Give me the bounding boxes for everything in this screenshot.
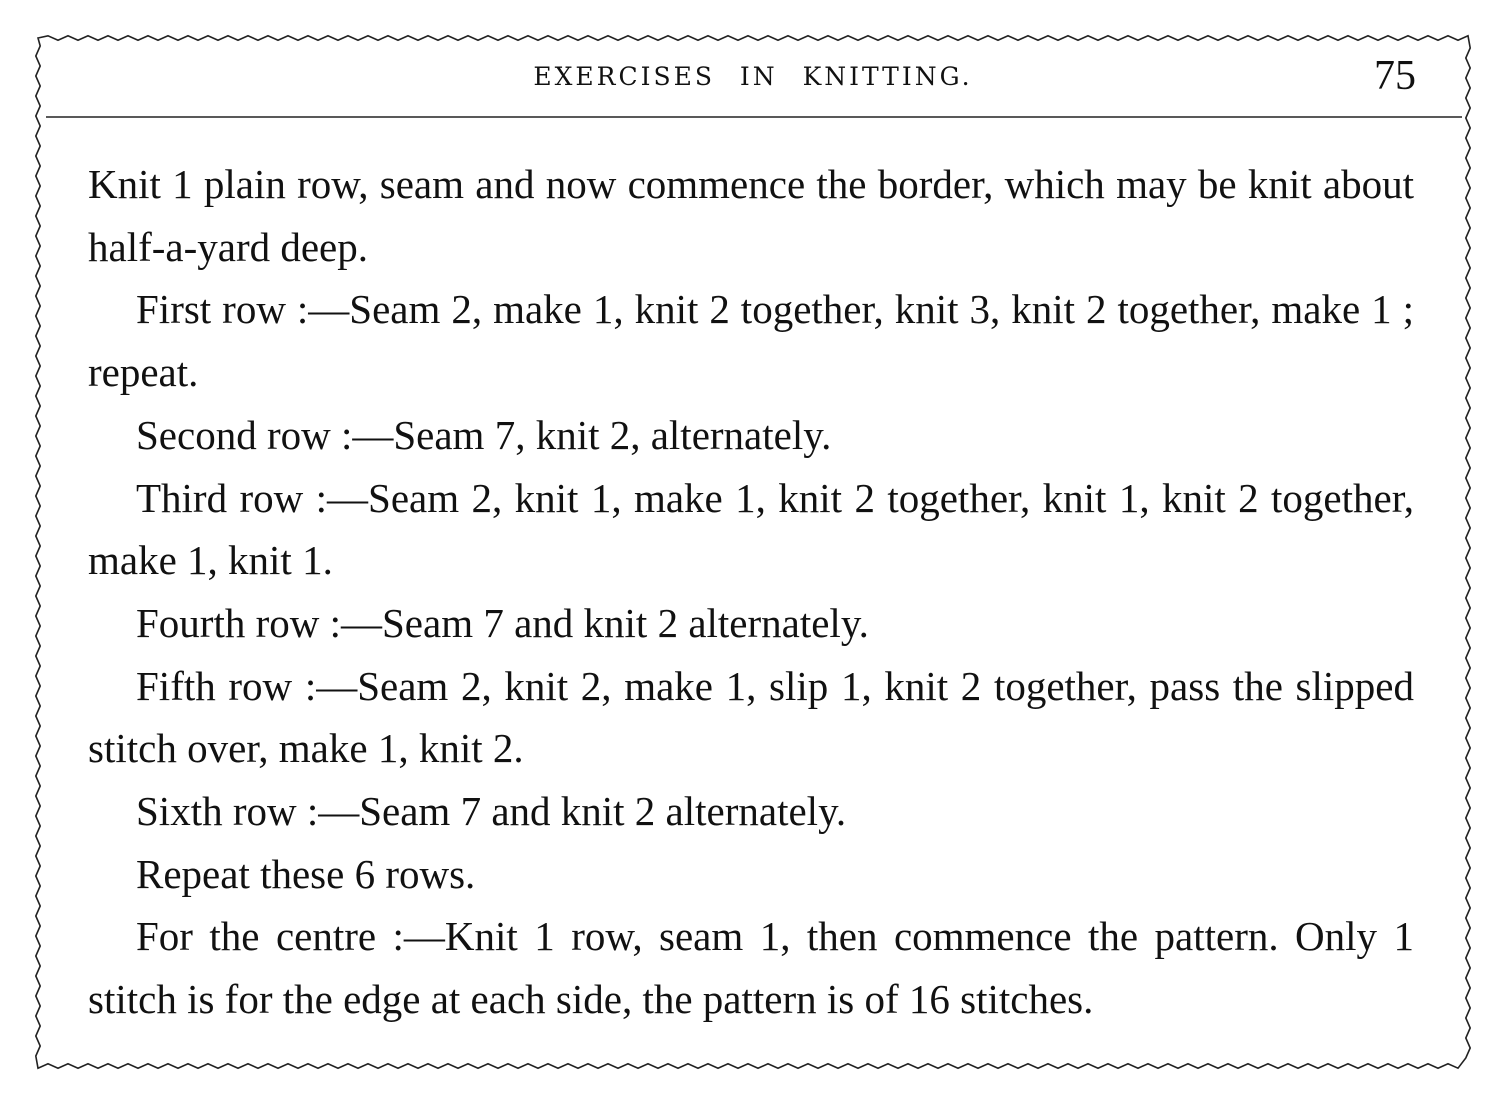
page-number: 75	[1374, 53, 1416, 99]
paragraph: Second row :—Seam 7, knit 2, alternately.	[136, 411, 832, 458]
paragraph: Third row :—Seam 2, knit 1, make 1, knit 2 together, knit 1, knit 2 together, make 1, knit 1.	[88, 474, 1414, 584]
body-text	[88, 153, 1414, 1031]
page-title: EXERCISES IN KNITTING.	[533, 62, 973, 91]
paragraph: Repeat these 6 rows.	[136, 850, 476, 897]
running-head	[38, 52, 1468, 102]
paragraph: Knit 1 plain row, seam and now commence the border, which may be knit about half-a-yard deep.	[88, 161, 1414, 270]
paragraph: For the centre :—Knit 1 row, seam 1, then commence the pattern. Only 1 stitch is for the edge at each side, the pattern is of 16 stitches.	[88, 913, 1414, 1023]
paragraph: Fourth row :—Seam 7 and knit 2 alternately.	[136, 599, 869, 646]
paragraph: Fifth row :—Seam 2, knit 2, make 1, slip 1, knit 2 together, pass the slipped stitch over, make 1, knit 2.	[88, 662, 1414, 772]
paragraph: First row :—Seam 2, make 1, knit 2 together, knit 3, knit 2 together, make 1 ; repeat.	[88, 286, 1414, 396]
paragraph: Sixth row :—Seam 7 and knit 2 alternately.	[136, 788, 847, 835]
